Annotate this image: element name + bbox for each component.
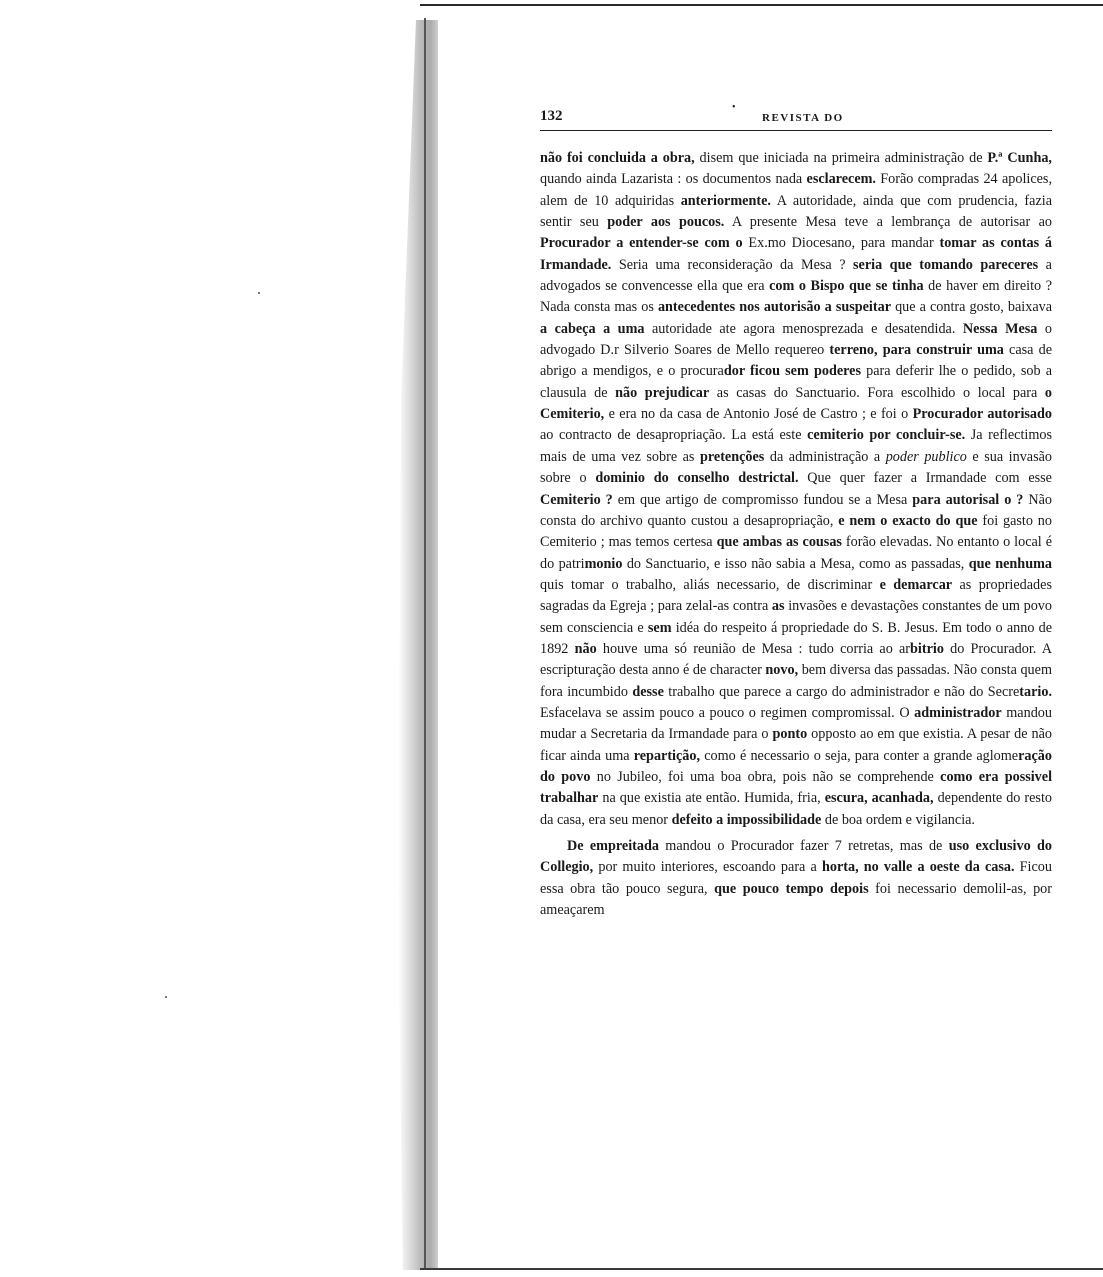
text-run: por muito interiores, escoando para a: [593, 859, 822, 876]
bold-text: tario.: [1019, 683, 1052, 700]
text-run: bem diversa das passadas. Não consta quem fora incumbido: [540, 662, 1052, 700]
bold-text: poder aos poucos.: [607, 214, 725, 231]
text-run: como é necessario o seja, para conter a grande aglome: [700, 747, 1019, 764]
bold-text: que pouco tempo depois: [714, 880, 869, 897]
text-run: Não consta do archivo quanto custou a desapropriação,: [540, 491, 1052, 529]
text-run: quis tomar o trabalho, aliás necessario, de discriminar: [540, 576, 880, 593]
bold-text: dor ficou sem poderes: [723, 363, 861, 380]
header-dot: •: [732, 102, 736, 113]
text-run: autoridade ate agora menosprezada e desatendida.: [644, 320, 963, 337]
text-run: Forão compradas 24 apolices, alem de 10 adquiridas: [540, 171, 1052, 209]
bold-text: não: [574, 640, 597, 657]
text-run: no Jubileo, foi uma boa obra, pois não se comprehende: [590, 768, 941, 785]
scan-speck: [165, 996, 167, 998]
text-run: mandou o Procurador fazer 7 retretas, mas de: [658, 838, 949, 854]
text-run: em que artigo de compromisso fundou se a Mesa: [612, 491, 913, 508]
text-run: forão elevadas. No entanto o local é do patri: [540, 534, 1052, 572]
text-run: de boa ordem e vigilancia.: [821, 811, 975, 828]
bold-text: ponto: [772, 726, 808, 743]
text-run: idéa do respeito á propriedade do S. B. Jesus. Em todo o anno de 1892: [540, 619, 1052, 657]
text-run: casa de abrigo a mendigos, e o procura: [540, 342, 1052, 380]
page-header: [540, 102, 1050, 130]
bold-text: que ambas as cousas: [716, 534, 842, 551]
text-run: houve uma só reunião de Mesa : tudo corria ao ar: [596, 640, 911, 657]
bold-text: o Cemiterio,: [540, 384, 1052, 423]
page-number: 132: [540, 108, 563, 124]
text-run: opposto ao em que existia. A pesar de não ficar ainda uma: [540, 726, 1052, 764]
bold-text: uso exclusivo do Collegio,: [540, 838, 1052, 876]
bold-text: sem: [647, 619, 672, 636]
bold-text: dominio do conselho destrictal.: [595, 470, 799, 487]
text-run: a advogados se convencesse ella que era: [540, 256, 1052, 295]
text-run: o advogado D.r Silverio Soares de Mello requereo: [540, 320, 1053, 359]
bold-text: tomar as contas á Irmandade.: [540, 235, 1052, 273]
body-text: [540, 148, 1052, 921]
bold-text: monio: [584, 555, 623, 572]
bold-text: cemiterio por concluir-se.: [807, 427, 966, 444]
bold-text: repartição,: [633, 747, 701, 764]
text-run: Esfacelava se assim pouco a pouco o regimen compromissal. O: [540, 704, 915, 721]
bold-text: não foi concluida a obra,: [540, 150, 695, 166]
text-run: do Procurador. A escripturação desta anno é de character: [540, 640, 1052, 679]
bold-text: para autorisal o ?: [912, 491, 1024, 508]
bold-text: escura, acanhada,: [824, 790, 934, 807]
text-run: Ficou essa obra tão pouco segura,: [540, 859, 1052, 897]
text-run: e sua invasão sobre o: [540, 448, 1053, 487]
bold-text: De empreitada: [567, 838, 659, 854]
text-run: Ex.mo Diocesano, para mandar: [742, 235, 940, 252]
bold-text: antecedentes nos autorisão a suspeitar: [657, 299, 891, 316]
bold-text: horta, no valle a oeste da casa.: [821, 859, 1015, 876]
text-run: Que quer fazer a Irmandade com esse: [798, 470, 1052, 487]
text-run: Ja reflectimos mais de uma vez sobre as: [540, 427, 1052, 465]
text-run: A autoridade, ainda que com prudencia, fazia sentir seu: [540, 192, 1052, 231]
bold-text: Cemiterio ?: [540, 491, 613, 508]
header-rule: [540, 130, 1052, 131]
text-run: disem que iniciada na primeira administração de: [694, 150, 988, 166]
text-run: quando ainda Lazarista : os documentos nada: [540, 171, 807, 188]
bold-text: bitrio: [910, 640, 944, 657]
scan-top-edge: [420, 4, 1103, 6]
bold-text: e demarcar: [879, 576, 953, 593]
text-run: Seria uma reconsideração da Mesa ?: [611, 256, 854, 273]
bold-text: ração do povo: [540, 747, 1052, 785]
bold-text: Procurador autorisado: [912, 406, 1053, 423]
bold-text: P.ª Cunha,: [987, 150, 1052, 166]
bold-text: que nenhuma: [968, 555, 1052, 572]
text-run: invasões e devastações constantes de um povo sem consciencia e: [540, 598, 1052, 636]
bold-text: pretenções: [699, 448, 765, 465]
bold-text: e nem o exacto do que: [838, 512, 978, 529]
bold-text: terreno, para construir uma: [829, 342, 1004, 359]
text-run: foi gasto no Cemiterio ; mas temos certesa: [540, 512, 1052, 551]
running-head: REVISTA DO: [762, 112, 844, 124]
bold-text: Nessa Mesa: [962, 320, 1038, 337]
text-run: trabalho que parece a cargo do administrador e não do Secre: [663, 683, 1020, 700]
text-run: na que existia ate então. Humida, fria,: [598, 790, 825, 807]
text-run: da administração a: [764, 448, 886, 465]
bold-text: anteriormente.: [680, 192, 771, 209]
book-spine-shadow: [398, 20, 438, 1270]
paragraph: [540, 836, 1052, 921]
text-run: foi necessario demolil-as, por ameaçarem: [540, 880, 1052, 919]
text-run: dependente do resto da casa, era seu menor: [540, 790, 1052, 828]
bold-text: com o Bispo que se tinha: [769, 278, 924, 295]
scan-speck: [258, 292, 260, 294]
text-run: as casas do Sanctuario. Fora escolhido o local para: [709, 384, 1045, 401]
scan-bottom-edge: [420, 1268, 1103, 1270]
text-run: de haver em direito ? Nada consta mas os: [540, 278, 1052, 316]
bold-text: as: [771, 598, 785, 615]
bold-text: novo,: [765, 662, 799, 679]
bold-text: a cabeça a uma: [540, 320, 645, 337]
bold-text: administrador: [914, 704, 1002, 721]
text-run: para deferir lhe o pedido, sob a clausula de: [540, 363, 1053, 401]
bold-text: como era possivel trabalhar: [540, 768, 1053, 807]
bold-text: Procurador a entender-se com o: [540, 235, 743, 252]
text-run: mandou mudar a Secretaria da Irmandade para o: [540, 704, 1052, 743]
page-edge-line: [424, 18, 426, 1270]
bold-text: esclarecem.: [806, 171, 876, 188]
text-run: A presente Mesa teve a lembrança de autorisar ao: [724, 214, 1052, 231]
text-run: as propriedades sagradas da Egreja ; para zelal-as contra: [540, 576, 1052, 615]
bold-text: defeito a impossibilidade: [671, 811, 822, 828]
text-run: e era no da casa de Antonio José de Castro ; e foi o: [604, 406, 913, 423]
paragraph: [540, 148, 1052, 831]
text-run: que a contra gosto, baixava: [891, 299, 1053, 316]
text-run: ao contracto de desapropriação. La está este: [540, 427, 808, 444]
bold-text: não prejudicar: [615, 384, 710, 401]
bold-text: seria que tomando pareceres: [853, 256, 1039, 273]
bold-text: desse: [632, 683, 664, 700]
italic-text: poder publico: [885, 448, 967, 465]
text-run: do Sanctuario, e isso não sabia a Mesa, como as passadas,: [622, 555, 969, 572]
